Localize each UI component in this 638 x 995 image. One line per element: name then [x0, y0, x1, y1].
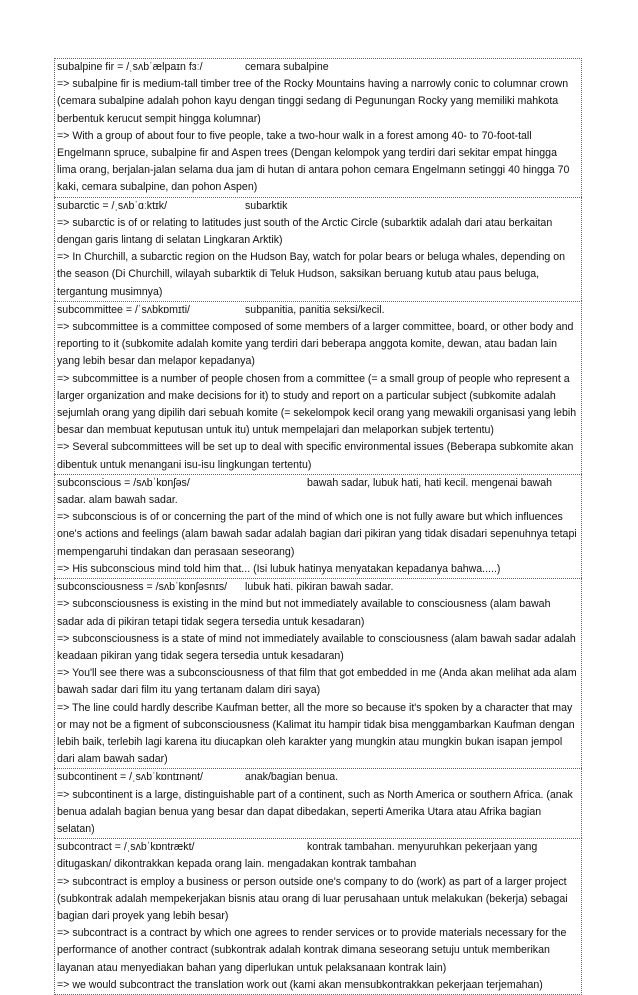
headword-pronunciation: subconsciousness = /sʌbˈkɒnʃəsnɪs/ — [57, 581, 228, 594]
example-line: => we would subcontract the translation work out (kami akan mensubkontrakkan pekerjaan terjemahan) — [57, 978, 543, 991]
headword-pronunciation: subconscious = /sʌbˈkɒnʃəs/ — [57, 476, 190, 489]
definition-line: => subcommittee is a number of people chosen from a committee (= a small group of people who represent a larger organization and make decisions for it) to study and report on a particular subject (subkomite adalah sejumlah orang yang dipilih dari sebuah komite (= sekelompok kecil orang yang mewakili organisasi yang lebih besar dan membuat keputusan untuk itu) untuk mempelajari dan melaporkan subjek tertentu) — [57, 372, 577, 437]
definition-line: => subcontinent is a large, distinguishable part of a continent, such as North America or southern Africa. (anak benua adalah bagian benua yang besar dan dapat dibedakan, seperti Amerika Utara atau Afrika bagian selatan) — [57, 788, 573, 835]
example-line: => The line could hardly describe Kaufman better, all the more so because it's spoken by a character that may or may not be a figment of subconsciousness (Kalimat itu hampir tidak bisa menggambarkan Kaufman dengan lebih baik, terlebih lagi karena itu diucapkan oleh karakter yang mungkin atau mungkin bukan isapan jempol dari alam bawah sadar) — [57, 701, 575, 766]
entry-headline — [55, 59, 581, 76]
entry-subcontract — [54, 838, 582, 995]
headword-pronunciation: subalpine fir = /ˌsʌbˈælpaɪn fɜː/ — [57, 61, 203, 73]
definition-line: => subconscious is of or concerning the part of the mind of which one is not fully aware but which influences one's actions and feelings (alam bawah sadar adalah bagian dari pikiran yang tidak disadari sepenuhnya tetapi mempengaruhi tindakan dan perasaan seseorang) — [57, 511, 577, 558]
example-line: => You'll see there was a subconsciousness of that film that got embedded in me (Anda akan melihat ada alam bawah sadar dari film itu yang tertanam dalam diri saya) — [57, 667, 577, 697]
entry-headline — [55, 579, 581, 596]
headword-pronunciation: subcontinent = /ˌsʌbˈkɒntɪnənt/ — [57, 771, 203, 784]
definition-line: => subcommittee is a committee composed of some members of a larger committee, board, or other body and reporting to it (subkomite adalah komite yang terdiri dari beberapa anggota komite, dewan, atau badan lain yang lebih besar dan melapor kepadanya) — [57, 321, 574, 368]
entry-headline — [55, 302, 581, 319]
example-line: => Several subcommittees will be set up to deal with specific environmental issues (Beberapa subkomite akan dibentuk untuk menangani isu-isu lingkungan tertentu) — [57, 441, 574, 471]
headword-pronunciation: subcontract = /ˌsʌbˈkɒntrækt/ — [57, 841, 195, 854]
dictionary-sheet — [54, 58, 582, 995]
definition-line: => subcontract is employ a business or person outside one's company to do (work) as part of a larger project (subkontrak adalah mempekerjakan bisnis atau orang di luar perusahaan untuk melakukan (bekerja) sebagai bagian dari proyek yang lebih besar) — [57, 875, 568, 922]
entry-subcontinent — [54, 768, 582, 838]
entry-subconscious — [54, 474, 582, 578]
entry-subalpine-fir — [54, 58, 582, 197]
headword-pronunciation: subcommittee = /ˈsʌbkɒmɪti/ — [57, 303, 190, 316]
entry-subarctic — [54, 197, 582, 301]
definition-line: => subconsciousness is a state of mind not immediately available to consciousness (alam bawah sadar adalah keadaan pikiran yang tidak segera tersedia untuk kesadaran) — [57, 632, 576, 662]
entry-subcommittee — [54, 301, 582, 474]
example-line: => With a group of about four to five people, take a two-hour walk in a forest among 40- to 70-foot-tall Engelmann spruce, subalpine fir and Aspen trees (Dengan kelompok yang terdiri dari sekitar empat hingga lima orang, berjalan-jalan selama dua jam di hutan di antara pohon cemara Engelmann setinggi 40 hingga 70 kaki, cemara subalpine, dan pohon Aspen) — [57, 129, 570, 194]
indonesian-meaning: bawah sadar, lubuk hati, hati kecil. mengenai bawah sadar. alam bawah sadar. — [57, 476, 552, 507]
indonesian-meaning: cemara subalpine — [245, 61, 329, 73]
entry-headline — [55, 769, 581, 786]
indonesian-meaning: lubuk hati. pikiran bawah sadar. — [245, 581, 394, 594]
indonesian-meaning: subpanitia, panitia seksi/kecil. — [245, 303, 385, 316]
entry-headline — [55, 475, 581, 509]
entry-subconsciousness — [54, 578, 582, 768]
indonesian-meaning: subarktik — [245, 199, 288, 212]
definition-line: => subarctic is of or relating to latitudes just south of the Arctic Circle (subarktik adalah dari atau berkaitan dengan garis lintang di selatan Lingkaran Arktik) — [57, 216, 553, 247]
example-line: => In Churchill, a subarctic region on the Hudson Bay, watch for polar bears or beluga whales, depending on the season (Di Churchill, wilayah subarktik di Teluk Hudson, saksikan beruang kutub atau paus beluga, tergantung musimnya) — [57, 251, 566, 298]
entry-headline — [55, 198, 581, 215]
indonesian-meaning: kontrak tambahan. menyuruhkan pekerjaan yang ditugaskan/ dikontrakkan kepada orang lain. mengadakan kontrak tambahan — [57, 841, 538, 871]
headword-pronunciation: subarctic = /ˌsʌbˈɑːktɪk/ — [57, 199, 168, 212]
definition-line: => subalpine fir is medium-tall timber tree of the Rocky Mountains having a narrowly conic to columnar crown (cemara subalpine adalah pohon kayu dengan tinggi sedang di Pegunungan Rocky yang memiliki mahkota berbentuk kerucut sempit hingga kolumnar) — [57, 78, 569, 125]
indonesian-meaning: anak/bagian benua. — [245, 771, 339, 784]
definition-line: => subconsciousness is existing in the mind but not immediately available to consciousness (alam bawah sadar ada di pikiran tetapi tidak segera tersedia untuk kesadaran) — [57, 598, 551, 628]
definition-line: => subcontract is a contract by which one agrees to render services or to provide materials necessary for the performance of another contract (subkontrak adalah kontrak dimana seseorang setuju untuk memberikan layanan atau menyediakan bahan yang diperlukan untuk pelaksanaan kontrak lain) — [57, 927, 567, 974]
example-line: => His subconscious mind told him that... (Isi lubuk hatinya menyatakan kepadanya bahwa.....) — [57, 562, 501, 575]
entry-headline — [55, 839, 581, 873]
